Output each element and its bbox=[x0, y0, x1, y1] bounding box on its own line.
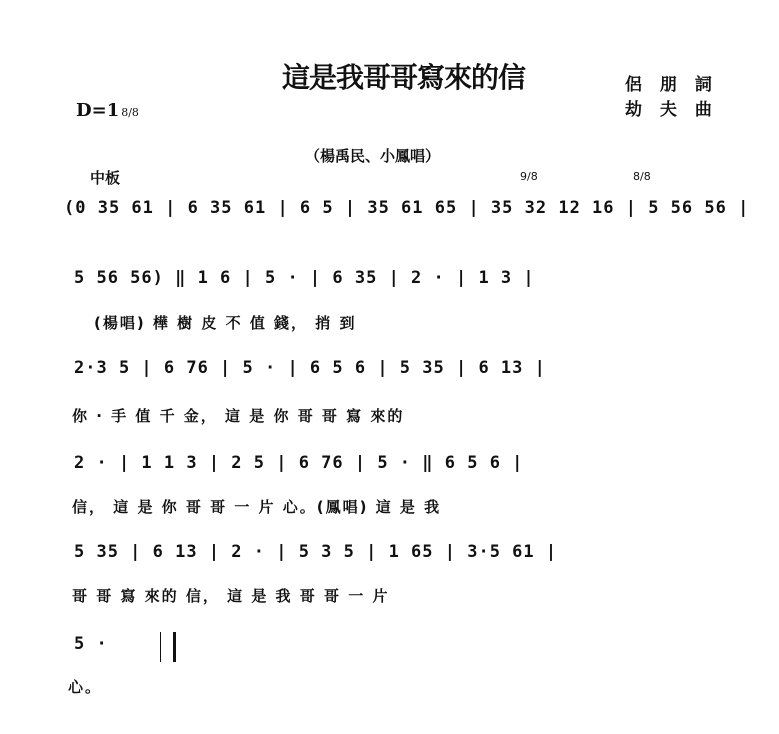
meter-change-mark: 8/8 bbox=[633, 170, 651, 183]
meter-label: 8/8 bbox=[121, 106, 139, 119]
lyrics-line-3: 你 · 手 值 千 金， 這 是 你 哥 哥 寫 來的 bbox=[72, 407, 405, 425]
notation-line-2: 5 56 56) ‖ 1 6 | 5 · | 6 35 | 2 · | 1 3 | bbox=[74, 268, 535, 288]
key-signature bbox=[76, 100, 139, 121]
lyrics-line-4: 信， 這 是 你 哥 哥 一 片 心。(鳳唱) 這 是 我 bbox=[72, 498, 442, 516]
notation-line-4: 2 · | 1 1 3 | 2 5 | 6 76 | 5 · ‖ 6 5 6 | bbox=[74, 453, 524, 473]
notation-line-6: 5 · bbox=[74, 634, 108, 654]
lyrics-line-6: 心。 bbox=[68, 678, 103, 696]
singers-line: （楊禹民、小鳳唱） bbox=[305, 147, 441, 165]
notation-line-3: 2·3 5 | 6 76 | 5 · | 6 5 6 | 5 35 | 6 13 | bbox=[74, 358, 546, 378]
composer-credit: 劫 夫 曲 bbox=[625, 100, 718, 120]
notation-line-5: 5 35 | 6 13 | 2 · | 5 3 5 | 1 65 | 3·5 61 | bbox=[74, 542, 558, 562]
lyrics-line-5: 哥 哥 寫 來的 信， 這 是 我 哥 哥 一 片 bbox=[72, 587, 390, 605]
key-label: D=1 bbox=[76, 100, 120, 121]
song-title: 這是我哥哥寫來的信 bbox=[282, 61, 526, 94]
meter-change-mark: 9/8 bbox=[520, 170, 538, 183]
tempo-marking: 中板 bbox=[90, 169, 121, 187]
final-barline bbox=[160, 632, 176, 662]
lyricist-credit: 侶 朋 詞 bbox=[625, 75, 718, 95]
notation-line-1: (0 35 61 | 6 35 61 | 6 5 | 35 61 65 | 35 32 12 16 | 5 56 56 | bbox=[64, 198, 750, 218]
lyrics-line-2: (楊唱) 樺 樹 皮 不 值 錢， 捎 到 bbox=[94, 314, 357, 332]
